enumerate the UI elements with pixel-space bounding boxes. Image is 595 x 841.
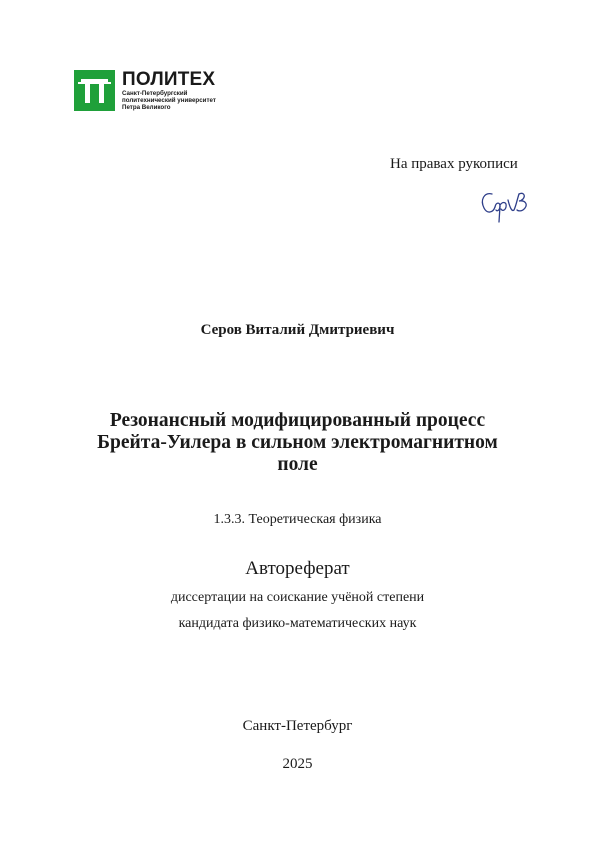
logo-name: ПОЛИТЕХ xyxy=(122,69,216,90)
manuscript-rights: На правах рукописи xyxy=(390,156,518,172)
title-line: Брейта-Уилера в сильном электромагнитном xyxy=(97,432,498,453)
degree-line: кандидата физико-математических наук xyxy=(178,616,417,631)
title-line: поле xyxy=(277,454,318,475)
politech-pi-icon xyxy=(74,70,115,111)
logo-subtitle-line: Петра Великого xyxy=(122,104,171,111)
specialty: 1.3.3. Теоретическая физика xyxy=(213,512,382,527)
degree-line: диссертации на соискание учёной степени xyxy=(170,590,425,605)
city: Санкт-Петербург xyxy=(242,718,353,734)
logo-subtitle xyxy=(122,90,216,111)
author-name: Серов Виталий Дмитриевич xyxy=(200,322,395,338)
university-logo xyxy=(74,70,244,114)
document-type: Автореферат xyxy=(245,558,350,579)
logo-subtitle-line: политехнический университет xyxy=(122,97,216,104)
handwritten-signature xyxy=(478,186,534,226)
dissertation-title xyxy=(0,410,595,476)
year: 2025 xyxy=(282,756,313,772)
title-line: Резонансный модифицированный процесс xyxy=(109,410,486,431)
logo-subtitle-line: Санкт-Петербургский xyxy=(122,90,188,97)
